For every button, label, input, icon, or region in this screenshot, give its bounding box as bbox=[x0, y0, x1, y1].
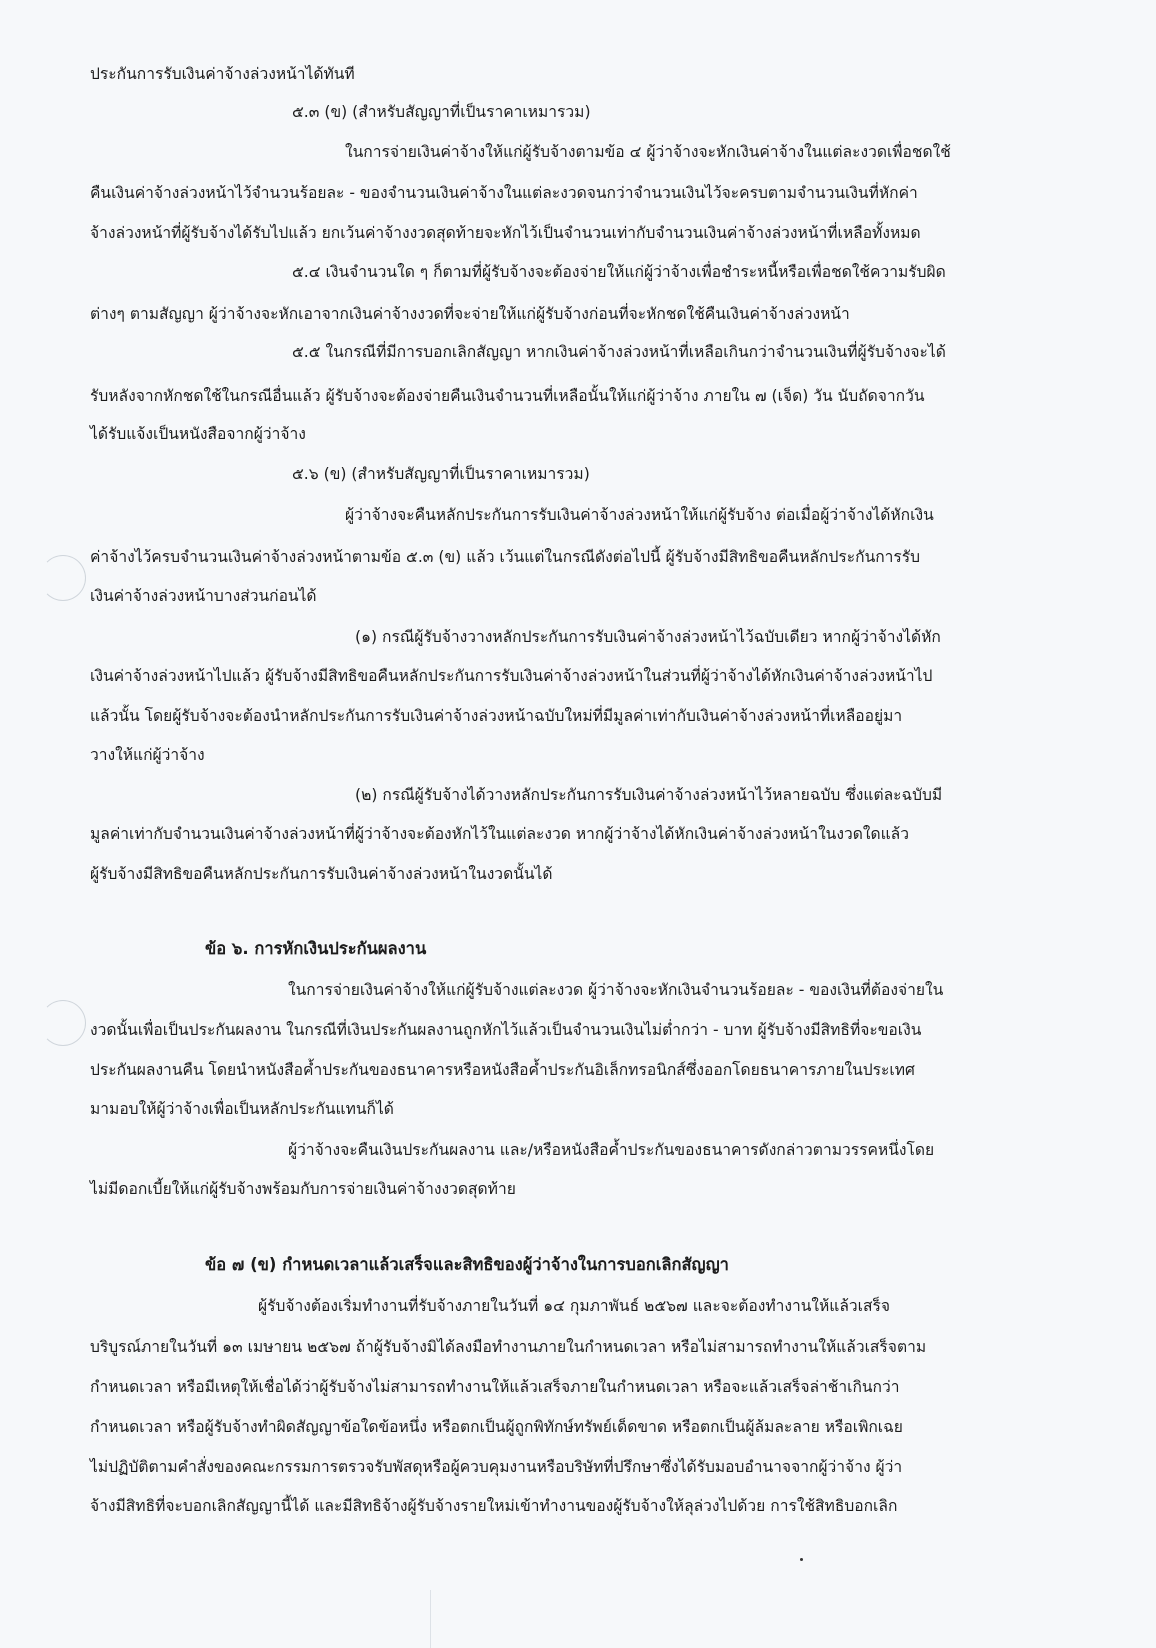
text-line: ผู้ว่าจ้างจะคืนเงินประกันผลงาน และ/หรือหนังสือค้ำประกันของธนาคารดังกล่าวตามวรรคหนึ่งโดย bbox=[288, 1141, 935, 1159]
text-line: ในการจ่ายเงินค่าจ้างให้แก่ผู้รับจ้างตามข้อ ๔ ผู้ว่าจ้างจะหักเงินค่าจ้างในแต่ละงวดเพื่อชดใช้ bbox=[345, 143, 951, 161]
text-line: เงินค่าจ้างล่วงหน้าบางส่วนก่อนได้ bbox=[90, 587, 317, 605]
text-line: ค่าจ้างไว้ครบจำนวนเงินค่าจ้างล่วงหน้าตามข้อ ๕.๓ (ข) แล้ว เว้นแต่ในกรณีดังต่อไปนี้ ผู้รับจ้างมีสิทธิขอคืนหลักประกันการรับ bbox=[90, 548, 921, 566]
text-line: จ้างมีสิทธิที่จะบอกเลิกสัญญานี้ได้ และมีสิทธิจ้างผู้รับจ้างรายใหม่เข้าทำงานของผู้รับจ้างให้ลุล่วงไปด้วย การใช้สิทธิบอกเลิก bbox=[90, 1497, 898, 1515]
text-line: คืนเงินค่าจ้างล่วงหน้าไว้จำนวนร้อยละ - ของจำนวนเงินค่าจ้างในแต่ละงวดจนกว่าจำนวนเงินไว้จะครบตามจำนวนเงินที่หักค่า bbox=[90, 184, 918, 202]
section-heading-7: ข้อ ๗ (ข) กำหนดเวลาแล้วเสร็จและสิทธิของผู้ว่าจ้างในการบอกเลิกสัญญา bbox=[205, 1255, 729, 1274]
text-line: ต่างๆ ตามสัญญา ผู้ว่าจ้างจะหักเอาจากเงินค่าจ้างงวดที่จะจ่ายให้แก่ผู้รับจ้างก่อนที่จะหักชดใช้คืนเงินค่าจ้างล่วงหน้า bbox=[90, 305, 850, 323]
text-line: ผู้ว่าจ้างจะคืนหลักประกันการรับเงินค่าจ้างล่วงหน้าให้แก่ผู้รับจ้าง ต่อเมื่อผู้ว่าจ้างได้หักเงิน bbox=[345, 506, 934, 524]
text-line: ผู้รับจ้างมีสิทธิขอคืนหลักประกันการรับเงินค่าจ้างล่วงหน้าในงวดนั้นได้ bbox=[90, 865, 553, 883]
punch-hole-mark bbox=[40, 1000, 86, 1046]
text-line: มามอบให้ผู้ว่าจ้างเพื่อเป็นหลักประกันแทนก็ได้ bbox=[90, 1100, 394, 1118]
text-line: รับหลังจากหักชดใช้ในกรณีอื่นแล้ว ผู้รับจ้างจะต้องจ่ายคืนเงินจำนวนที่เหลือนั้นให้แก่ผู้ว่าจ้าง ภายใน ๗ (เจ็ด) วัน นับถัดจากวัน bbox=[90, 387, 925, 405]
ink-speck bbox=[800, 1558, 803, 1561]
text-line: ไม่ปฏิบัติตามคำสั่งของคณะกรรมการตรวจรับพัสดุหรือผู้ควบคุมงานหรือบริษัทที่ปรึกษาซึ่งได้รับมอบอำนาจจากผู้ว่าจ้าง ผู้ว่า bbox=[90, 1458, 903, 1476]
text-line: จ้างล่วงหน้าที่ผู้รับจ้างได้รับไปแล้ว ยกเว้นค่าจ้างงวดสุดท้ายจะหักไว้เป็นจำนวนเท่ากับจำนวนเงินค่าจ้างล่วงหน้าที่เหลือทั้งหมด bbox=[90, 224, 921, 242]
clause-title-5-6: ๕.๖ (ข) (สำหรับสัญญาที่เป็นราคาเหมารวม) bbox=[292, 465, 590, 483]
paper-fold-line bbox=[430, 1590, 431, 1648]
text-line: งวดนั้นเพื่อเป็นประกันผลงาน ในกรณีที่เงินประกันผลงานถูกหักไว้แล้วเป็นจำนวนเงินไม่ต่ำกว่า - บาท ผู้รับจ้างมีสิทธิที่จะขอเงิน bbox=[90, 1021, 922, 1039]
text-line: กำหนดเวลา หรือผู้รับจ้างทำผิดสัญญาข้อใดข้อหนึ่ง หรือตกเป็นผู้ถูกพิทักษ์ทรัพย์เด็ดขาด หรือตกเป็นผู้ล้มละลาย หรือเพิกเฉย bbox=[90, 1418, 903, 1436]
subclause-2-line: (๒) กรณีผู้รับจ้างได้วางหลักประกันการรับเงินค่าจ้างล่วงหน้าไว้หลายฉบับ ซึ่งแต่ละฉบับมี bbox=[355, 786, 943, 804]
text-line: แล้วนั้น โดยผู้รับจ้างจะต้องนำหลักประกันการรับเงินค่าจ้างล่วงหน้าฉบับใหม่ที่มีมูลค่าเท่ากับเงินค่าจ้างล่วงหน้าที่เหลืออยู่มา bbox=[90, 707, 903, 725]
text-line: ประกันการรับเงินค่าจ้างล่วงหน้าได้ทันที bbox=[90, 65, 355, 83]
text-line: ในการจ่ายเงินค่าจ้างให้แก่ผู้รับจ้างแต่ละงวด ผู้ว่าจ้างจะหักเงินจำนวนร้อยละ - ของเงินที่ต้องจ่ายใน bbox=[288, 981, 944, 999]
clause-title-5-3: ๕.๓ (ข) (สำหรับสัญญาที่เป็นราคาเหมารวม) bbox=[292, 103, 591, 121]
text-line: ผู้รับจ้างต้องเริ่มทำงานที่รับจ้างภายในวันที่ ๑๔ กุมภาพันธ์ ๒๕๖๗ และจะต้องทำงานให้แล้วเสร็จ bbox=[258, 1297, 891, 1315]
clause-5-4-line: ๕.๔ เงินจำนวนใด ๆ ก็ตามที่ผู้รับจ้างจะต้องจ่ายให้แก่ผู้ว่าจ้างเพื่อชำระหนี้หรือเพื่อชดใช้ความรับผิด bbox=[292, 263, 946, 281]
text-line: บริบูรณ์ภายในวันที่ ๑๓ เมษายน ๒๕๖๗ ถ้าผู้รับจ้างมิได้ลงมือทำงานภายในกำหนดเวลา หรือไม่สามารถทำงานให้แล้วเสร็จตาม bbox=[90, 1338, 927, 1356]
text-line: ไม่มีดอกเบี้ยให้แก่ผู้รับจ้างพร้อมกับการจ่ายเงินค่าจ้างงวดสุดท้าย bbox=[90, 1180, 516, 1198]
text-line: เงินค่าจ้างล่วงหน้าไปแล้ว ผู้รับจ้างมีสิทธิขอคืนหลักประกันการรับเงินค่าจ้างล่วงหน้าในส่วนที่ผู้ว่าจ้างได้หักเงินค่าจ้างล่วงหน้าไป bbox=[90, 667, 933, 685]
text-line: ได้รับแจ้งเป็นหนังสือจากผู้ว่าจ้าง bbox=[90, 425, 306, 443]
text-line: วางให้แก่ผู้ว่าจ้าง bbox=[90, 746, 205, 764]
clause-5-5-line: ๕.๕ ในกรณีที่มีการบอกเลิกสัญญา หากเงินค่าจ้างล่วงหน้าที่เหลือเกินกว่าจำนวนเงินที่ผู้รับจ้างจะได้ bbox=[292, 343, 946, 361]
section-heading-6: ข้อ ๖. การหักเงินประกันผลงาน bbox=[205, 939, 427, 958]
punch-hole-mark bbox=[40, 555, 86, 601]
text-line: มูลค่าเท่ากับจำนวนเงินค่าจ้างล่วงหน้าที่ผู้ว่าจ้างจะต้องหักไว้ในแต่ละงวด หากผู้ว่าจ้างได้หักเงินค่าจ้างล่วงหน้าในงวดใดแล้ว bbox=[90, 825, 909, 843]
text-line: ประกันผลงานคืน โดยนำหนังสือค้ำประกันของธนาคารหรือหนังสือค้ำประกันอิเล็กทรอนิกส์ซึ่งออกโดยธนาคารภายในประเทศ bbox=[90, 1061, 915, 1079]
subclause-1-line: (๑) กรณีผู้รับจ้างวางหลักประกันการรับเงินค่าจ้างล่วงหน้าไว้ฉบับเดียว หากผู้ว่าจ้างได้หัก bbox=[355, 628, 941, 646]
text-line: กำหนดเวลา หรือมีเหตุให้เชื่อได้ว่าผู้รับจ้างไม่สามารถทำงานให้แล้วเสร็จภายในกำหนดเวลา หรือจะแล้วเสร็จล่าช้าเกินกว่า bbox=[90, 1378, 900, 1396]
